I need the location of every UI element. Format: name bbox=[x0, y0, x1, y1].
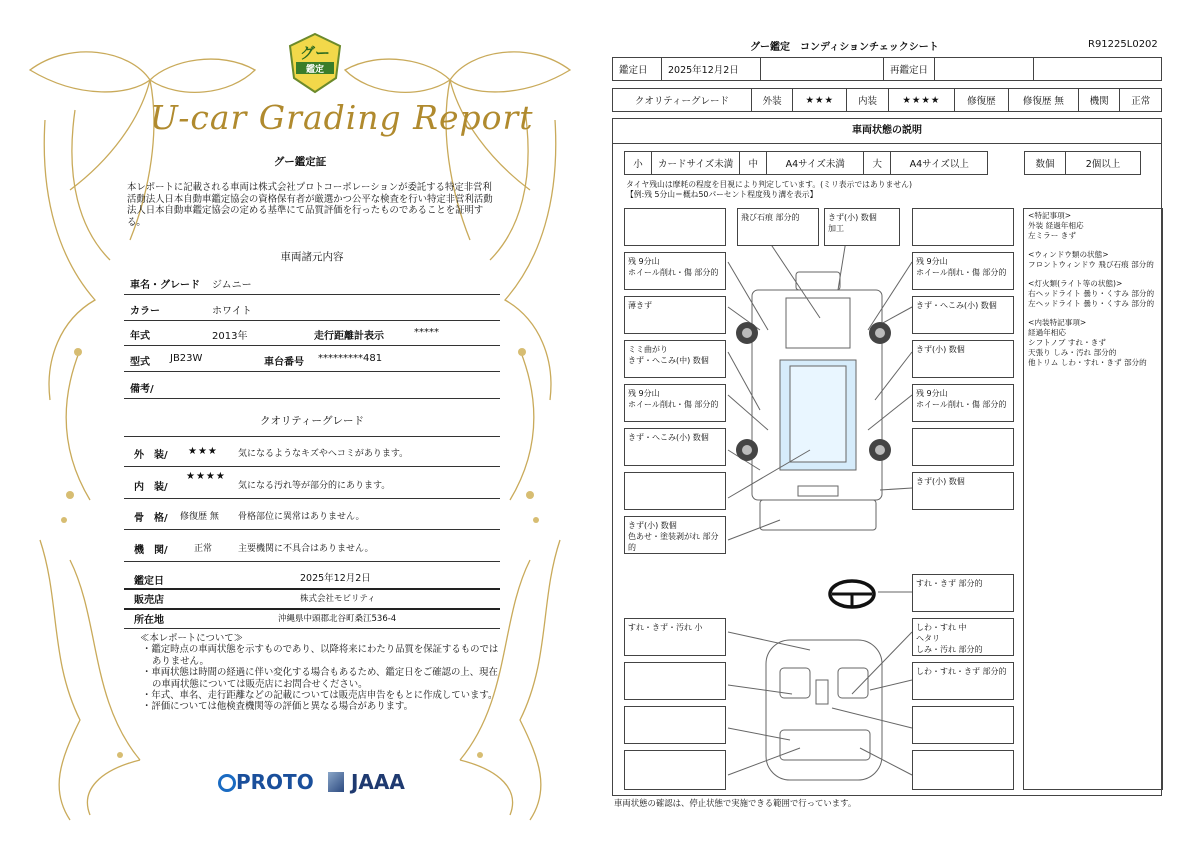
engine-value: 正常 bbox=[1120, 89, 1162, 112]
date-label: 鑑定日 bbox=[613, 58, 662, 81]
repair-label: 修復歴 bbox=[955, 89, 1009, 112]
spec-row-year bbox=[124, 321, 500, 346]
size-mid-desc: A4サイズ未満 bbox=[767, 152, 864, 175]
logo-text: グー bbox=[299, 44, 330, 62]
jaaa-logo bbox=[328, 770, 405, 794]
address-label: 所在地 bbox=[134, 615, 164, 626]
spec-row-model bbox=[124, 347, 500, 372]
exterior-label: 外 装/ bbox=[134, 450, 168, 461]
quality-label: クオリティーグレード bbox=[613, 89, 752, 112]
grade-row-engine bbox=[124, 535, 500, 562]
damage-box: 残 9分山 ホイール削れ・傷 部分的 bbox=[624, 252, 726, 290]
exterior-text: 気になるようなキズやヘコミがあります。 bbox=[238, 449, 409, 459]
jaaa-logo-text: JAAA bbox=[350, 770, 405, 794]
damage-box: 薄きず bbox=[624, 296, 726, 334]
info-row-dealer bbox=[124, 588, 500, 610]
grade-row-exterior bbox=[124, 440, 500, 467]
report-notes bbox=[140, 633, 500, 713]
chassis-label: 車台番号 bbox=[264, 357, 304, 368]
proto-logo bbox=[218, 770, 314, 794]
grade-row-frame bbox=[124, 503, 500, 530]
engine-label: 機関 bbox=[1078, 89, 1120, 112]
interior-damage-box bbox=[624, 662, 726, 700]
certificate-body: 本レポートに記載される車両は株式会社プロトコーポレーションが委託する特定非営利活動法人日本自動車鑑定協会の資格保有者が厳選かつ公平な検査を行い特定非営利活動法人日本自動車鑑定協会の定める基準にて品質評価を行ったものであることを証明する。 bbox=[127, 182, 493, 228]
damage-box: きず・へこみ(小) 数個 bbox=[624, 428, 726, 466]
spec-section-title: 車両諸元内容 bbox=[280, 251, 344, 263]
interior-damage-box bbox=[624, 706, 726, 744]
year-label: 年式 bbox=[130, 331, 150, 342]
sheet-footnote: 車両状態の確認は、停止状態で実施できる範囲で行っています。 bbox=[614, 798, 857, 808]
damage-box: きず(小) 数個 bbox=[912, 472, 1014, 510]
special-notes-panel bbox=[1023, 208, 1163, 790]
proto-mark-icon bbox=[218, 774, 236, 792]
note-item: ・鑑定時点の車両状態を示すものであり、以降将来にわたり品質を保証するものではありません。 bbox=[142, 644, 499, 667]
tire-note-line: タイヤ残山は摩耗の程度を目視により判定しています。(ミリ表示ではありません) bbox=[626, 180, 912, 189]
size-small-label: 小 bbox=[625, 152, 652, 175]
notes-group: <内装特記事項> 経過年相応 シフトノブ すれ・きず 天張り しみ・汚れ 部分的 他トリム しわ・すれ・きず 部分的 bbox=[1028, 318, 1147, 367]
model-label: 型式 bbox=[130, 357, 150, 368]
interior-text: 気になる汚れ等が部分的にあります。 bbox=[238, 481, 391, 491]
damage-box bbox=[912, 208, 1014, 246]
interior-damage-box: すれ・きず・汚れ 小 bbox=[624, 618, 726, 656]
note-item: ・評価については他検査機関等の評価と異なる場合があります。 bbox=[142, 701, 413, 713]
remarks-label: 備考/ bbox=[130, 384, 154, 395]
frame-value: 修復歴 無 bbox=[180, 512, 219, 522]
spec-row-remarks bbox=[124, 374, 500, 399]
condition-check-sheet bbox=[600, 0, 1200, 848]
ext-label: 外装 bbox=[751, 89, 793, 112]
interior-stars: ★★★★ bbox=[186, 471, 226, 482]
repair-value: 修復歴 無 bbox=[1008, 89, 1078, 112]
note-item: ・年式、車名、走行距離などの記載については販売店申告をもとに作成しています。 bbox=[142, 690, 498, 702]
damage-box: 飛び石痕 部分的 bbox=[737, 208, 819, 246]
frame-label: 骨 格/ bbox=[134, 513, 168, 524]
int-stars: ★★★★ bbox=[888, 89, 954, 112]
sheet-id: R91225L0202 bbox=[1088, 39, 1158, 50]
damage-box bbox=[624, 472, 726, 510]
notes-title: ≪本レポートについて≫ bbox=[140, 633, 243, 644]
count-label: 数個 bbox=[1025, 152, 1066, 175]
damage-box: きず(小) 数個 bbox=[912, 340, 1014, 378]
report-title: U-car Grading Report bbox=[150, 98, 534, 137]
damage-box: 残 9分山 ホイール削れ・傷 部分的 bbox=[624, 384, 726, 422]
damage-box: きず(小) 数個 色あせ・塗装剥がれ 部分的 bbox=[624, 516, 726, 554]
interior-damage-box bbox=[912, 706, 1014, 744]
notes-group: <特記事項> 外装 経過年相応 左ミラー きず bbox=[1028, 211, 1084, 240]
damage-box bbox=[624, 208, 726, 246]
jaaa-mark-icon bbox=[328, 772, 344, 792]
quality-title-rule bbox=[124, 412, 500, 437]
quality-section-title: クオリティーグレード bbox=[260, 415, 364, 427]
address-value: 沖縄県中頭郡北谷町桑江536-4 bbox=[278, 614, 397, 624]
note-item: ・車両状態は時間の経過に伴い変化する場合もあるため、鑑定日をご確認の上、現在の車両状態については販売店にお問合せください。 bbox=[142, 667, 498, 690]
count-desc: 2個以上 bbox=[1066, 152, 1141, 175]
info-row-address bbox=[124, 608, 500, 629]
redate-label: 再鑑定日 bbox=[884, 58, 935, 81]
date-label: 鑑定日 bbox=[134, 576, 164, 587]
frame-text: 骨格部位に異常はありません。 bbox=[238, 512, 365, 522]
engine-text: 主要機関に不具合はありません。 bbox=[238, 544, 374, 554]
vehicle-state-title: 車両状態の説明 bbox=[612, 118, 1162, 144]
interior-damage-box bbox=[912, 750, 1014, 790]
damage-box bbox=[912, 428, 1014, 466]
ext-stars: ★★★ bbox=[793, 89, 847, 112]
date-value: 2025年12月2日 bbox=[300, 573, 371, 584]
model-value: JB23W bbox=[170, 353, 203, 364]
size-large-desc: A4サイズ以上 bbox=[891, 152, 988, 175]
damage-box: きず(小) 数個 加工 bbox=[824, 208, 900, 246]
color-value: ホワイト bbox=[212, 306, 252, 317]
proto-logo-text: PROTO bbox=[236, 770, 314, 794]
year-value: 2013年 bbox=[212, 331, 248, 342]
spec-row-name bbox=[124, 270, 500, 295]
engine-label: 機 関/ bbox=[134, 545, 168, 556]
interior-label: 内 装/ bbox=[134, 482, 168, 493]
name-label: 車名・グレード bbox=[130, 280, 200, 291]
logo-subtext: 鑑定 bbox=[305, 65, 324, 75]
info-row-date bbox=[124, 566, 500, 590]
size-small-desc: カードサイズ未満 bbox=[652, 152, 740, 175]
mileage-label: 走行距離計表示 bbox=[314, 331, 384, 342]
exterior-stars: ★★★ bbox=[188, 446, 218, 457]
notes-group: <ウィンドウ類の状態> フロントウィンドウ 飛び石痕 部分的 bbox=[1028, 250, 1154, 269]
goo-kantei-logo bbox=[288, 32, 342, 94]
sheet-title: グー鑑定 コンディションチェックシート bbox=[750, 42, 939, 53]
dealer-value: 株式会社モビリティ bbox=[300, 594, 376, 604]
int-label: 内装 bbox=[847, 89, 889, 112]
interior-damage-box: しわ・すれ・きず 部分的 bbox=[912, 662, 1014, 700]
size-mid-label: 中 bbox=[740, 152, 767, 175]
grade-row-interior bbox=[124, 470, 500, 499]
mileage-value: ***** bbox=[414, 327, 439, 338]
interior-damage-box: しわ・すれ 中 ヘタリ しみ・汚れ 部分的 bbox=[912, 618, 1014, 656]
dealer-label: 販売店 bbox=[134, 595, 164, 606]
damage-box: きず・へこみ(小) 数個 bbox=[912, 296, 1014, 334]
notes-group: <灯火類(ライト等の状態)> 右ヘッドライト 曇り・くすみ 部分的 左ヘッドライト 曇り・くすみ 部分的 bbox=[1028, 279, 1155, 308]
certificate-title: グー鑑定証 bbox=[273, 156, 327, 168]
name-value: ジムニー bbox=[212, 280, 252, 291]
damage-box: ミミ曲がり きず・へこみ(中) 数個 bbox=[624, 340, 726, 378]
date-value: 2025年12月2日 bbox=[662, 58, 761, 81]
interior-damage-box bbox=[624, 750, 726, 790]
engine-value: 正常 bbox=[194, 544, 213, 554]
size-large-label: 大 bbox=[864, 152, 891, 175]
color-label: カラー bbox=[130, 306, 160, 317]
tire-note-line: 【例:残 5分山＝概ね50パーセント程度残り溝を表示】 bbox=[626, 190, 818, 199]
damage-box: 残 9分山 ホイール削れ・傷 部分的 bbox=[912, 252, 1014, 290]
chassis-value: *********481 bbox=[318, 353, 383, 364]
damage-box: 残 9分山 ホイール削れ・傷 部分的 bbox=[912, 384, 1014, 422]
spec-row-color bbox=[124, 296, 500, 321]
interior-damage-box: すれ・きず 部分的 bbox=[912, 574, 1014, 612]
